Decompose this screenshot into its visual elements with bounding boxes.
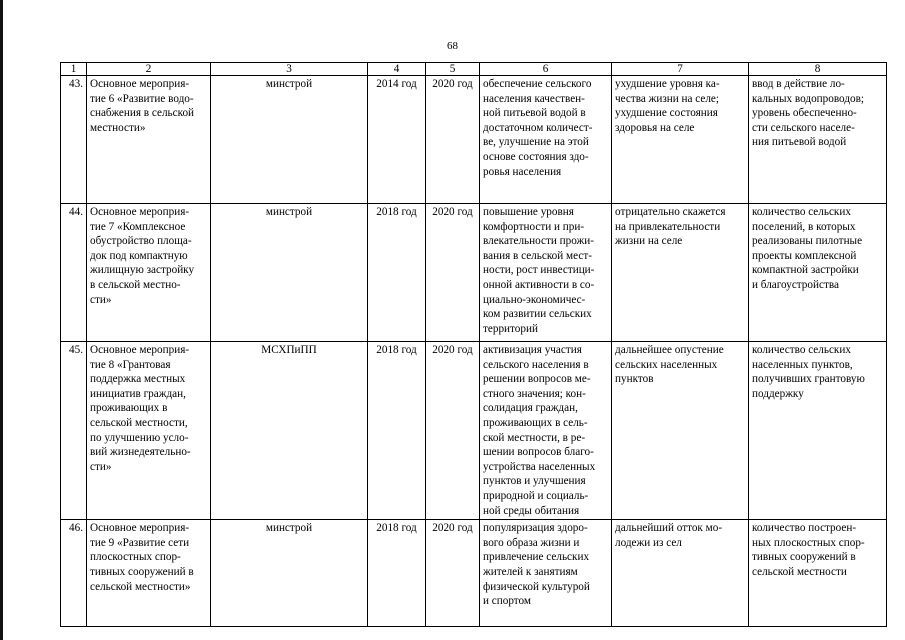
cell-text-line: ния питьевой водой: [752, 136, 847, 149]
cell-text-line: получивших грантовую: [752, 373, 865, 386]
indicator-cell: [749, 342, 887, 520]
activity-cell: [87, 76, 211, 204]
cell-text-line: количество сельских: [752, 344, 851, 356]
column-number-row: [61, 63, 887, 76]
cell-text-line: привлечение сельских: [483, 551, 590, 564]
cell-text-line: поселений, в которых: [752, 220, 856, 233]
cell-text-line: сельской местности: [752, 565, 847, 578]
cell-text-line: поддержка местных: [90, 373, 186, 386]
cell-text-line: ухудшение состояния: [615, 107, 718, 120]
cell-text-line: населенных пунктов,: [752, 358, 853, 371]
page-number: 68: [447, 40, 458, 52]
table-row: [61, 76, 887, 204]
cell-text-line: Основное мероприя-: [90, 522, 190, 535]
column-number-cell: 5: [426, 63, 480, 76]
row-number-cell: 44.: [61, 204, 87, 342]
cell-text-line: тие 9 «Развитие сети: [90, 536, 190, 549]
cell-text-line: по улучшению усло-: [90, 431, 189, 444]
table-row: [61, 342, 887, 520]
cell-text-line: сельского населения в: [483, 358, 589, 371]
cell-text-line: устройства населенных: [483, 460, 596, 473]
cell-text-line: обустройство площа-: [90, 235, 192, 248]
executor-cell: минстрой: [211, 76, 368, 204]
cell-text-line: инициатив граждан,: [90, 387, 186, 400]
cell-text-line: отрицательно скажется: [615, 206, 726, 218]
cell-text-line: основе состояния здо-: [483, 150, 589, 163]
cell-text-line: тие 8 «Грантовая: [90, 358, 171, 371]
cell-text-line: количество построен-: [752, 522, 857, 535]
cell-text-line: уровень обеспеченно-: [752, 107, 857, 120]
cell-text-line: пунктов: [615, 373, 654, 386]
executor-cell: МСХПиПП: [211, 342, 368, 520]
start-year-cell: 2018 год: [368, 520, 426, 627]
cell-text-line: на привлекательности: [615, 220, 721, 233]
cell-text-line: шении вопросов благо-: [483, 446, 594, 459]
cell-text-line: солидация граждан,: [483, 402, 578, 415]
expected-result-cell: [480, 520, 612, 627]
cell-text-line: тивных сооружений в: [90, 565, 194, 578]
cell-text-line: реализованы пилотные: [752, 235, 863, 248]
executor-cell: минстрой: [211, 204, 368, 342]
end-year-cell: 2020 год: [426, 520, 480, 627]
cell-text-line: сельской местности,: [90, 416, 188, 429]
cell-text-line: док под компактную: [90, 249, 188, 262]
column-number-cell: 4: [368, 63, 426, 76]
cell-text-line: жилищную застройку: [90, 264, 195, 277]
cell-text-line: ве, улучшение на этой: [483, 136, 589, 149]
cell-text-line: дальнейший отток мо-: [615, 522, 723, 535]
cell-text-line: тие 6 «Развитие водо-: [90, 92, 194, 105]
cell-text-line: Основное мероприя-: [90, 344, 190, 356]
cell-text-line: ной питьевой водой в: [483, 107, 586, 120]
cell-text-line: сти»: [90, 460, 112, 473]
cell-text-line: влекательности прожи-: [483, 235, 595, 248]
cell-text-line: проживающих в сель-: [483, 416, 588, 429]
table-row: [61, 520, 887, 627]
row-number-cell: 43.: [61, 76, 87, 204]
cell-text-line: пунктов и улучшения: [483, 475, 586, 488]
cell-text-line: снабжения в сельской: [90, 107, 195, 120]
consequences-cell: [612, 204, 749, 342]
cell-text-line: решении вопросов ме-: [483, 373, 591, 386]
cell-text-line: и спортом: [483, 595, 531, 608]
column-number-cell: 8: [749, 63, 887, 76]
end-year-cell: 2020 год: [426, 204, 480, 342]
cell-text-line: ком развитии сельских: [483, 308, 592, 321]
start-year-cell: 2018 год: [368, 342, 426, 520]
cell-text-line: Основное мероприя-: [90, 78, 190, 90]
indicator-cell: [749, 204, 887, 342]
column-number-cell: 7: [612, 63, 749, 76]
cell-text-line: сти»: [90, 293, 112, 306]
column-number-cell: 3: [211, 63, 368, 76]
cell-text-line: ных плоскостных спор-: [752, 536, 865, 549]
cell-text-line: сельской местности»: [90, 580, 191, 593]
cell-text-line: плоскостных спор-: [90, 551, 181, 564]
consequences-cell: [612, 342, 749, 520]
cell-text-line: проекты комплексной: [752, 249, 857, 262]
activity-cell: [87, 342, 211, 520]
cell-text-line: здоровья на селе: [615, 121, 695, 134]
end-year-cell: 2020 год: [426, 342, 480, 520]
table-row: [61, 204, 887, 342]
cell-text-line: кальных водопроводов;: [752, 92, 864, 105]
consequences-cell: [612, 520, 749, 627]
cell-text-line: комфортности и при-: [483, 220, 585, 233]
cell-text-line: лодежи из сел: [615, 536, 682, 549]
cell-text-line: тие 7 «Комплексное: [90, 220, 186, 233]
cell-text-line: ской местности, в ре-: [483, 431, 586, 444]
cell-text-line: вого образа жизни и: [483, 536, 580, 549]
indicator-cell: [749, 520, 887, 627]
cell-text-line: ной среды обитания: [483, 504, 580, 517]
column-number-cell: 6: [480, 63, 612, 76]
row-number-cell: 46.: [61, 520, 87, 627]
cell-text-line: количество сельских: [752, 206, 851, 218]
cell-text-line: территорий: [483, 322, 538, 335]
cell-text-line: населения качествен-: [483, 92, 585, 105]
expected-result-cell: [480, 204, 612, 342]
activity-cell: [87, 520, 211, 627]
cell-text-line: ности, рост инвестици-: [483, 264, 595, 277]
cell-text-line: дальнейшее опустение: [615, 344, 724, 356]
cell-text-line: активизация участия: [483, 344, 582, 356]
expected-result-cell: [480, 76, 612, 204]
cell-text-line: Основное мероприя-: [90, 206, 190, 218]
executor-cell: минстрой: [211, 520, 368, 627]
cell-text-line: природной и социаль-: [483, 489, 589, 502]
cell-text-line: повышение уровня: [483, 206, 574, 218]
page-left-edge: [0, 0, 3, 640]
consequences-cell: [612, 76, 749, 204]
activities-table: [60, 62, 887, 627]
indicator-cell: [749, 76, 887, 204]
cell-text-line: физической культурой: [483, 580, 590, 593]
cell-text-line: компактной застройки: [752, 264, 859, 277]
column-number-cell: 1: [61, 63, 87, 76]
cell-text-line: ухудшение уровня ка-: [615, 78, 720, 90]
cell-text-line: местности»: [90, 121, 146, 134]
cell-text-line: чества жизни на селе;: [615, 92, 720, 105]
cell-text-line: сти сельского населе-: [752, 121, 855, 134]
cell-text-line: онной активности в со-: [483, 278, 595, 291]
cell-text-line: тивных сооружений в: [752, 551, 856, 564]
end-year-cell: 2020 год: [426, 76, 480, 204]
cell-text-line: обеспечение сельского: [483, 78, 592, 90]
cell-text-line: в сельской местно-: [90, 278, 181, 291]
cell-text-line: ввод в действие ло-: [752, 78, 845, 90]
cell-text-line: сельских населенных: [615, 358, 718, 371]
start-year-cell: 2018 год: [368, 204, 426, 342]
cell-text-line: жителей к занятиям: [483, 565, 578, 578]
cell-text-line: поддержку: [752, 387, 804, 400]
row-number-cell: 45.: [61, 342, 87, 520]
cell-text-line: вий жизнедеятельно-: [90, 446, 191, 459]
column-number-cell: 2: [87, 63, 211, 76]
expected-result-cell: [480, 342, 612, 520]
cell-text-line: ровья населения: [483, 165, 562, 178]
cell-text-line: популяризация здоро-: [483, 522, 588, 535]
cell-text-line: жизни на селе: [615, 235, 683, 248]
cell-text-line: проживающих в: [90, 402, 168, 415]
activity-cell: [87, 204, 211, 342]
cell-text-line: и благоустройства: [752, 278, 839, 291]
cell-text-line: циально-экономичес-: [483, 293, 586, 306]
cell-text-line: стного значения; кон-: [483, 387, 586, 400]
start-year-cell: 2014 год: [368, 76, 426, 204]
cell-text-line: вания в сельской мест-: [483, 249, 592, 262]
cell-text-line: достаточном количест-: [483, 121, 593, 134]
